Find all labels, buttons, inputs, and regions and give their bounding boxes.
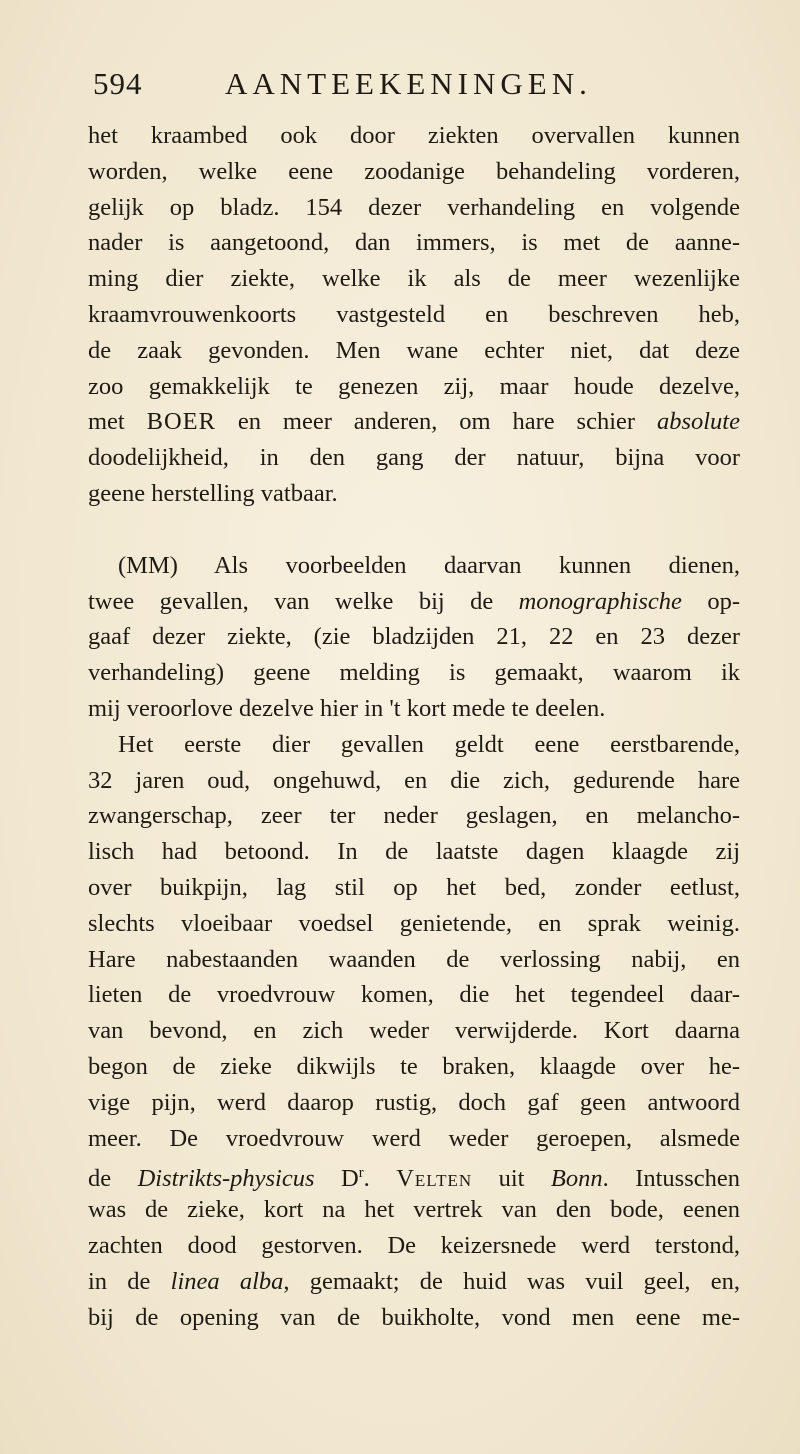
body-text xyxy=(88,118,740,1335)
text-line-formatted: de Distrikts-physicus $D^r$. Velten uit Bonn. Intusschen xyxy=(88,1165,741,1193)
text-line: gaaf dezer ziekte, (zie bladzijden 21, 22 en 23 dezer xyxy=(88,623,740,651)
page-number: 594 xyxy=(93,66,143,101)
text-line: doodelijkheid, in den gang der natuur, bijna voor xyxy=(88,444,740,472)
text-line-formatted: in de linea alba, gemaakt; de huid was vuil geel, en, xyxy=(88,1267,741,1295)
text-line: geene herstelling vatbaar. xyxy=(88,479,338,507)
text-line: Hare nabestaanden waanden de verlossing nabij, en xyxy=(88,945,740,973)
text-line: lieten de vroedvrouw komen, die het tegendeel daar- xyxy=(88,981,740,1009)
text-line: gelijk op bladz. 154 dezer verhandeling en volgende xyxy=(88,193,740,221)
text-line: bij de opening van de buikholte, vond men eene me- xyxy=(88,1303,740,1331)
text-line: worden, welke eene zoodanige behandeling vorderen, xyxy=(88,157,740,185)
text-line: 32 jaren oud, ongehuwd, en die zich, gedurende hare xyxy=(88,766,740,794)
text-line: (MM) Als voorbeelden daarvan kunnen dienen, xyxy=(118,551,740,579)
text-line: ming dier ziekte, welke ik als de meer wezenlijke xyxy=(88,265,740,293)
text-line: mij veroorlove dezelve hier in 't kort mede te deelen. xyxy=(88,694,606,722)
text-line: zoo gemakkelijk te genezen zij, maar houde dezelve, xyxy=(88,372,740,400)
text-line: slechts vloeibaar voedsel genietende, en sprak weinig. xyxy=(88,909,740,937)
running-title: AANTEEKENINGEN. xyxy=(225,66,592,101)
text-line-formatted: met BOER en meer anderen, om hare schier absolute xyxy=(88,408,740,436)
text-line: het kraambed ook door ziekten overvallen kunnen xyxy=(88,122,740,149)
text-line: zwangerschap, zeer ter neder geslagen, en melancho- xyxy=(88,802,740,830)
text-line: meer. De vroedvrouw werd weder geroepen, alsmede xyxy=(88,1124,740,1152)
text-line: de zaak gevonden. Men wane echter niet, dat deze xyxy=(88,336,740,364)
text-line: lisch had betoond. In de laatste dagen klaagde zij xyxy=(88,838,740,866)
text-line: vige pijn, werd daarop rustig, doch gaf geen antwoord xyxy=(88,1088,740,1116)
text-line: zachten dood gestorven. De keizersnede werd terstond, xyxy=(88,1231,740,1259)
text-line: kraamvrouwenkoorts vastgesteld en beschreven heb, xyxy=(88,300,740,328)
text-line: was de zieke, kort na het vertrek van den bode, eenen xyxy=(88,1196,740,1224)
text-line: nader is aangetoond, dan immers, is met de aanne- xyxy=(88,229,740,257)
page-header xyxy=(88,66,740,112)
text-line: over buikpijn, lag stil op het bed, zonder eetlust, xyxy=(88,873,740,901)
text-line: verhandeling) geene melding is gemaakt, waarom ik xyxy=(88,659,740,687)
paragraph-gap xyxy=(88,512,740,548)
text-line: Het eerste dier gevallen geldt eene eerstbarende, xyxy=(118,730,740,758)
text-line: begon de zieke dikwijls te braken, klaagde over he- xyxy=(88,1052,740,1080)
text-line-formatted: twee gevallen, van welke bij de monographische op- xyxy=(88,587,740,615)
text-line: van bevond, en zich weder verwijderde. Kort daarna xyxy=(88,1017,740,1045)
